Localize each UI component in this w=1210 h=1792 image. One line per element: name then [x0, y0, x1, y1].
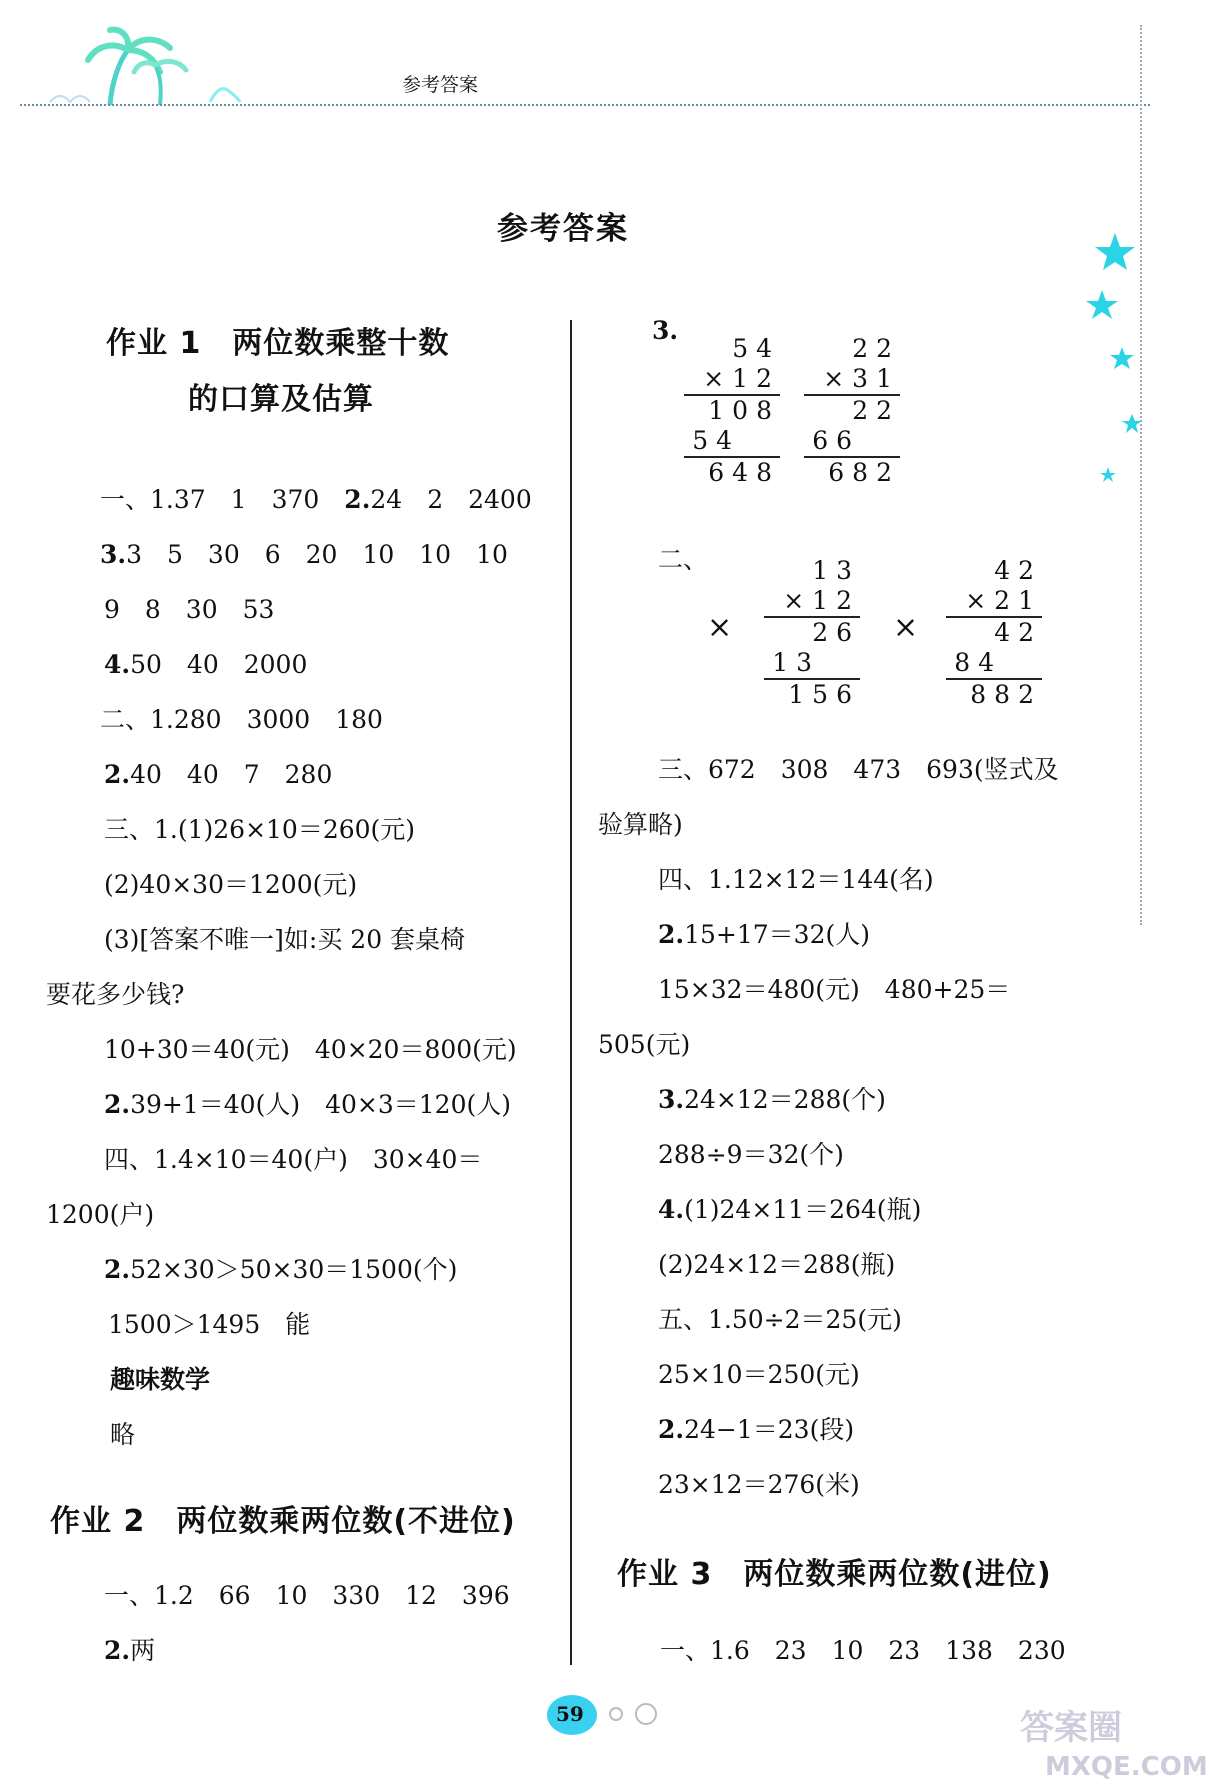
- answer-line: 四、1.12×12＝144(名): [658, 865, 934, 894]
- answer-line: 2.15+17＝32(人): [658, 920, 870, 949]
- answer-line: 10+30＝40(元) 40×20＝800(元): [104, 1035, 517, 1064]
- wrong-mark: ×: [707, 610, 733, 645]
- answer-line: 三、672 308 473 693(竖式及: [658, 755, 1059, 784]
- watermark-url: MXQE.COM: [1045, 1752, 1208, 1782]
- answer-line: 2.两: [104, 1636, 156, 1665]
- answer-line: 二、1.280 3000 180: [100, 705, 383, 734]
- calc-row: 156: [788, 680, 860, 709]
- answer-line: 3.24×12＝288(个): [658, 1085, 886, 1114]
- answer-line: 25×10＝250(元): [658, 1360, 860, 1389]
- answer-line: 一、1.37 1 370 2.24 2 2400: [100, 485, 532, 514]
- answer-line: 2.52×30＞50×30＝1500(个): [104, 1255, 458, 1284]
- column-divider: [570, 320, 572, 1665]
- answer-line: 4.(1)24×11＝264(瓶): [658, 1195, 922, 1224]
- vertical-calculation: [942, 556, 1042, 709]
- answer-line: 三、1.(1)26×10＝260(元): [104, 815, 416, 844]
- calc-row: 66: [812, 426, 860, 455]
- question-number: 3.: [652, 316, 679, 345]
- calc-row: 54: [732, 334, 780, 363]
- answer-line: 23×12＝276(米): [658, 1470, 860, 1499]
- calc-row: 26: [812, 618, 860, 647]
- hw3-heading: 作业 3 两位数乘两位数(进位): [617, 1557, 1052, 1592]
- answer-line: 505(元): [598, 1030, 691, 1059]
- header-title: 参考答案: [402, 74, 479, 96]
- palm-tree-decoration: [20, 20, 250, 110]
- bubble-decoration: [606, 1702, 668, 1726]
- answer-line: 4.50 40 2000: [104, 650, 308, 679]
- section-label: 二、: [658, 545, 709, 574]
- page-title: 参考答案: [497, 211, 629, 247]
- answer-line: 1200(户): [46, 1200, 155, 1229]
- answer-line: (2)24×12＝288(瓶): [658, 1250, 896, 1279]
- answer-line: 四、1.4×10＝40(户) 30×40＝: [104, 1145, 483, 1174]
- answer-line: 2.40 40 7 280: [104, 760, 333, 789]
- hw1-heading: 作业 1 两位数乘整十数: [106, 326, 450, 361]
- answer-line: 一、1.2 66 10 330 12 396: [104, 1581, 510, 1610]
- header-rule: [20, 104, 1150, 106]
- wrong-mark: ×: [893, 610, 919, 645]
- answer-line: 2.39+1＝40(人) 40×3＝120(人): [104, 1090, 511, 1119]
- calc-row: 682: [828, 458, 900, 487]
- calc-row: ×12: [783, 586, 860, 615]
- calc-row: 42: [994, 556, 1042, 585]
- page-number: 59: [556, 1702, 584, 1726]
- calc-row: ×12: [703, 364, 780, 393]
- answer-line: 一、1.6 23 10 23 138 230: [660, 1636, 1066, 1665]
- calc-row: 108: [708, 396, 780, 425]
- calc-row: 13: [772, 648, 820, 677]
- answer-line: 验算略): [598, 810, 683, 839]
- star-decoration: [1075, 230, 1145, 490]
- answer-line: 要花多少钱?: [46, 980, 185, 1009]
- star-icon: [1100, 467, 1116, 482]
- calc-row: 22: [852, 334, 900, 363]
- answer-line: 2.24−1＝23(段): [658, 1415, 855, 1444]
- hw2-heading: 作业 2 两位数乘两位数(不进位): [50, 1504, 516, 1539]
- calc-row: 42: [994, 618, 1042, 647]
- answer-line: 9 8 30 53: [104, 595, 275, 624]
- vertical-calculation: [680, 334, 780, 487]
- answer-line: 15×32＝480(元) 480+25＝: [658, 975, 1011, 1004]
- answer-line: (3)[答案不唯一]如:买 20 套桌椅: [104, 925, 466, 954]
- answer-line: 3.3 5 30 6 20 10 10 10: [100, 540, 508, 569]
- calc-row: 13: [812, 556, 860, 585]
- star-icon: [1122, 414, 1142, 433]
- star-icon: [1110, 347, 1134, 369]
- calc-row: 648: [708, 458, 780, 487]
- star-icon: [1086, 290, 1118, 319]
- answer-line: 1500＞1495 能: [108, 1310, 311, 1339]
- vertical-calculation: [760, 556, 860, 709]
- answer-line: 略: [110, 1420, 136, 1449]
- calc-row: 84: [954, 648, 1002, 677]
- answer-line: 288÷9＝32(个): [658, 1140, 844, 1169]
- vertical-calculation: [800, 334, 900, 487]
- calc-row: ×31: [823, 364, 900, 393]
- calc-row: ×21: [965, 586, 1042, 615]
- hw1-heading-cont: 的口算及估算: [188, 382, 374, 417]
- calc-row: 54: [692, 426, 740, 455]
- calc-row: 882: [970, 680, 1042, 709]
- watermark-logo: 答案圈: [1020, 1708, 1122, 1748]
- star-icon: [1095, 233, 1135, 270]
- answer-line: 五、1.50÷2＝25(元): [658, 1305, 902, 1334]
- answer-line: (2)40×30＝1200(元): [104, 870, 358, 899]
- section-label: 趣味数学: [110, 1365, 211, 1394]
- calc-row: 22: [852, 396, 900, 425]
